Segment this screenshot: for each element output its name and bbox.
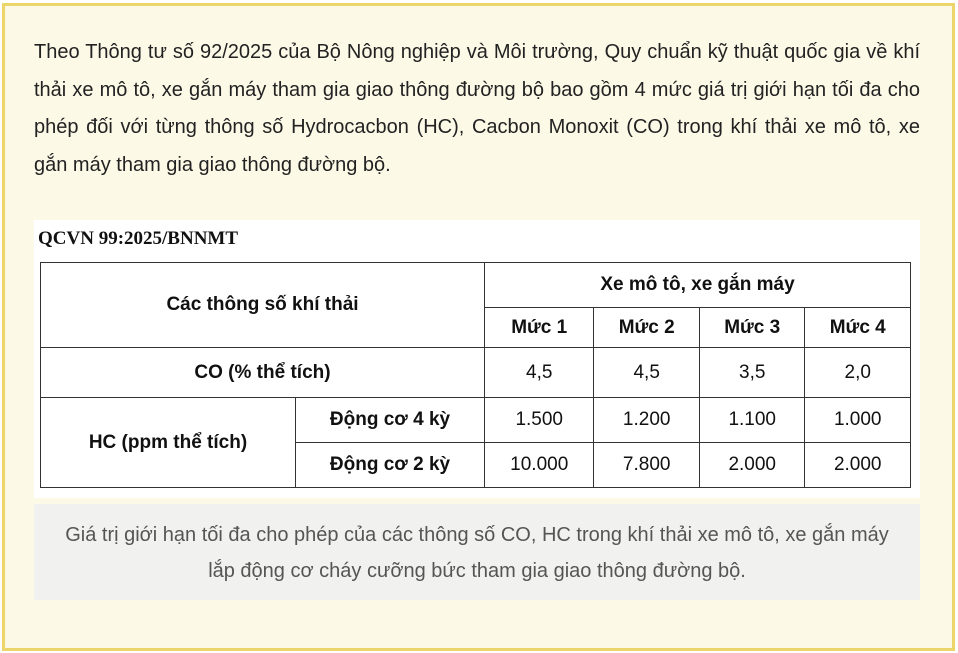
level-header: Mức 4 [805,308,911,348]
param-header: Các thông số khí thải [41,263,485,348]
cell: 1.200 [594,398,700,443]
cell: 3,5 [699,348,805,398]
level-header: Mức 2 [594,308,700,348]
cell: 1.100 [699,398,805,443]
engine-label: Động cơ 2 kỳ [296,443,485,488]
figure-title: QCVN 99:2025/BNNMT [38,228,239,249]
group-header: Xe mô tô, xe gắn máy [485,263,911,308]
figure-caption: Giá trị giới hạn tối đa cho phép của các thông số CO, HC trong khí thải xe mô tô, xe gắn máy lắp động cơ cháy cưỡng bức tham gia giao thông đường bộ. [34,504,920,600]
regulation-figure [34,220,920,498]
engine-label: Động cơ 4 kỳ [296,398,485,443]
intro-paragraph: Theo Thông tư số 92/2025 của Bộ Nông nghiệp và Môi trường, Quy chuẩn kỹ thuật quốc gia về khí thải xe mô tô, xe gắn máy tham gia giao thông đường bộ bao gồm 4 mức giá trị giới hạn tối đa cho phép đối với từng thông số Hydrocacbon (HC), Cacbon Monoxit (CO) trong khí thải xe mô tô, xe gắn máy tham gia giao thông đường bộ. [34,41,920,176]
cell: 10.000 [485,443,594,488]
cell: 2.000 [699,443,805,488]
level-header: Mức 1 [485,308,594,348]
header-row [41,263,911,308]
cell: 1.000 [805,398,911,443]
hc-label: HC (ppm thể tích) [41,398,296,488]
cell: 4,5 [485,348,594,398]
level-header: Mức 3 [699,308,805,348]
cell: 7.800 [594,443,700,488]
cell: 4,5 [594,348,700,398]
emission-limits-table [40,262,911,488]
cell: 1.500 [485,398,594,443]
cell: 2.000 [805,443,911,488]
co-label: CO (% thể tích) [41,348,485,398]
cell: 2,0 [805,348,911,398]
table-row [41,398,911,443]
table-row [41,348,911,398]
